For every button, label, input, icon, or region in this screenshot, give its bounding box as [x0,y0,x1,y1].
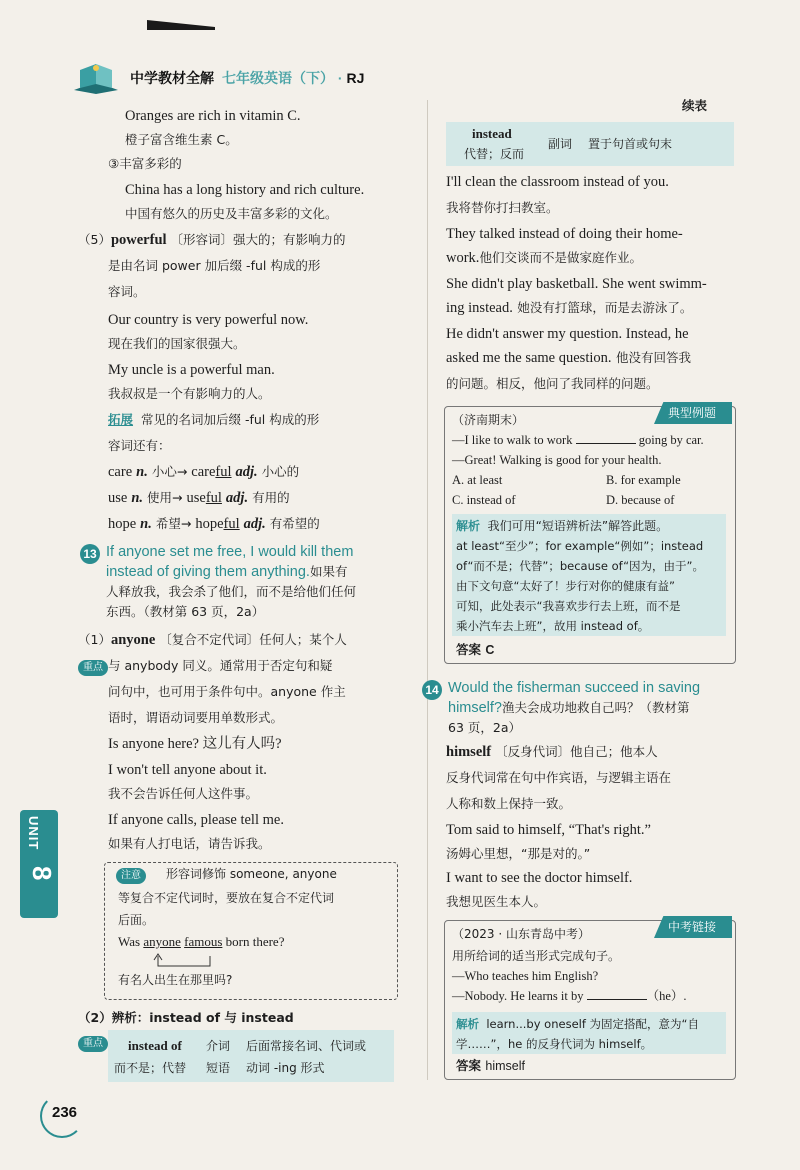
note-text: 后面。 [118,913,155,927]
section-14-sentence: Would the fisherman succeed in saving [448,680,701,696]
exam-question: —Who teaches him English? [452,969,599,983]
analysis-line: of“而不是；代替”；because of“因为，由于”。 [456,559,704,573]
definition-line: 与 anybody 同义。通常用于否定句和疑 [108,658,333,673]
example-line: asked me the same question. 他没有回答我 [446,350,691,366]
example-translation: 我叔叔是一个有影响力的人。 [108,386,271,401]
example-translation: 中国有悠久的历史及丰富多彩的文化。 [125,206,338,221]
exam-analysis-line: 学……”，he 的反身代词为 himself。 [456,1037,653,1051]
page-number: 236 [52,1104,78,1121]
definition-line: 人称和数上保持一致。 [446,796,572,811]
example-sentence: I want to see the doctor himself. [446,870,633,886]
question-source: （济南期末） [452,413,525,427]
example-sentence: China has a long history and rich culture. [125,182,365,198]
continued-label: 续表 [682,98,708,113]
example-sentence: I'll clean the classroom instead of you. [446,174,669,190]
note-arrow-icon [150,952,230,972]
analysis-line: 乘小汽车去上班”，故用 instead of。 [456,619,650,633]
analysis-line: 解析 我们可用“短语辨析法”解答此题。 [456,519,669,533]
example-line: ing instead. 她没有打篮球，而是去游泳了。 [446,300,693,316]
section-14-line2: himself?渔夫会成功地救自己吗？（教材第 [448,700,690,716]
exam-instruction: 用所给词的适当形式完成句子。 [452,949,621,963]
table-word: instead [472,126,512,141]
headword: powerful [110,232,167,248]
example-sentence: If anyone calls, please tell me. [108,812,284,828]
comparison-title: （2）辨析：instead of 与 instead [78,1010,294,1025]
question-line: —Great! Walking is good for your health. [452,453,662,467]
example-translation: 我不会告诉任何人这件事。 [108,786,259,801]
word-derivation-hope: hope n. 希望→ hopeful adj. 有希望的 [108,516,320,532]
table-meaning: 而不是；代替 [114,1061,187,1075]
example-line: work.他们交谈而不是做家庭作业。 [446,250,642,266]
column-divider [427,100,428,1080]
book-title: 中学教材全解 [130,70,214,86]
table-meaning: 代替；反而 [464,147,525,161]
unit-number: 8 [27,866,57,881]
exam-answer-line: 答案 himself [456,1058,525,1073]
analysis-line: at least“至少”；for example“例如”；instead [456,539,704,553]
section-13-sentence: If anyone set me free, I would kill them [106,544,354,560]
note-text: 形容词修饰 someone, anyone [166,867,337,881]
example-translation: 的问题。相反，他问了我同样的问题。 [446,376,659,391]
exam-analysis-line: 解析 learn...by oneself 为固定搭配，意为“自 [456,1017,699,1031]
table-pos: 副词 [548,137,573,151]
answer-value: C [485,643,495,657]
exam-link-label: 中考链接 [668,920,717,934]
definition-line: 反身代词常在句中作宾语，与逻辑主语在 [446,770,672,785]
option-a: A. at least [452,473,503,487]
table-usage: 置于句首或句末 [588,137,673,151]
powerful-entry [78,230,346,250]
word-derivation-care: care n. 小心→ careful adj. 小心的 [108,464,300,480]
extension-label: 拓展 [108,412,134,427]
example-sentence: Our country is very powerful now. [108,312,309,328]
himself-entry: himself 〔反身代词〕他自己；他本人 [446,744,658,760]
option-c: C. instead of [452,493,516,507]
definition: 〔形容词〕强大的；有影响力的 [170,232,346,247]
example-translation: 如果有人打电话，请告诉我。 [108,836,271,851]
example-sentence: He didn't answer my question. Instead, he [446,326,689,342]
option-d: D. because of [606,493,675,507]
table-usage: 后面常接名词、代词或 [246,1039,367,1053]
definition-line: 语时，谓语动词要用单数形式。 [108,710,284,725]
section-13-number: 13 [80,544,100,564]
definition-line: 问句中，也可用于条件句中。anyone 作主 [108,684,346,699]
example-translation: 我将替你打扫教室。 [446,200,559,215]
extension-line: 容词还有： [108,438,171,453]
definition-line: 容词。 [108,284,146,299]
exam-question: —Nobody. He learns it by （he）. [452,989,687,1003]
extension-line [108,410,319,430]
table-pos: 短语 [206,1061,231,1075]
example-sentence: Is anyone here? 这儿有人吗? [108,736,282,752]
section-14-number: 14 [422,680,442,700]
unit-label: UNIT [26,816,41,851]
note-example: Was anyone famous born there? [118,934,285,949]
section-13-translation: 人释放我，我会杀了他们，而不是给他们任何 [106,584,357,599]
table-usage: 动词 -ing 形式 [246,1061,325,1075]
exam-answer-value: himself [485,1059,525,1073]
meaning-number: ③ [108,156,120,171]
answer-line: 答案 C [456,642,495,657]
table-word: instead of [128,1038,182,1053]
example-translation: 汤姆心里想，“那是对的。” [446,846,591,861]
example-translation: 我想见医生本人。 [446,894,547,909]
headword: anyone [110,632,156,648]
note-text: 等复合不定代词时，要放在复合不定代词 [118,891,335,905]
meaning-3 [108,154,182,174]
header-title [130,68,364,88]
example-sentence: They talked instead of doing their home- [446,226,683,242]
example-sentence: I won't tell anyone about it. [108,762,267,778]
meaning-text: 丰富多彩的 [119,156,182,171]
example-sentence: Oranges are rich in vitamin C. [125,108,301,124]
example-translation: 橙子富含维生素 C。 [125,132,238,147]
analysis-line: 由下文句意“太好了！步行对你的健康有益” [456,579,675,593]
answer-blank [576,431,636,444]
headword: himself [446,744,492,760]
extension-text: 常见的名词加后缀 -ful 构成的形 [140,412,320,427]
note-label: 注意 [116,868,146,884]
analysis-line: 可知，此处表示“我喜欢步行去上班，而不是 [456,599,681,613]
section-13-line2: instead of giving them anything.如果有 [106,564,348,580]
section-13-source: 东西。（教材第 63 页，2a） [106,604,265,619]
header-dot: · [337,70,343,86]
page-header [70,60,410,96]
key-point-tag: 重点 [78,660,108,676]
grade-label: 七年级英语（下） [222,70,334,86]
key-point-tag: 重点 [78,1036,108,1052]
book-logo-icon [70,60,122,96]
example-sentence: She didn't play basketball. She went swimm- [446,276,707,292]
exam-source: （2023 · 山东青岛中考） [452,927,590,941]
answer-blank [587,987,647,1000]
example-translation: 现在我们的国家很强大。 [108,336,246,351]
note-translation: 有名人出生在那里吗? [118,973,233,987]
typical-example-label: 典型例题 [668,406,717,420]
top-edge-bar [147,20,215,30]
definition-line: 是由名词 power 加后缀 -ful 构成的形 [108,258,321,273]
word-derivation-use: use n. 使用→ useful adj. 有用的 [108,490,290,506]
example-sentence: Tom said to himself, “That's right.” [446,822,651,838]
item-number: （5） [78,232,111,247]
question-line: —I like to walk to work going by car. [452,433,704,447]
example-sentence: My uncle is a powerful man. [108,362,275,378]
unit-tab [20,810,58,918]
option-b: B. for example [606,473,681,487]
table-pos: 介词 [206,1039,231,1053]
section-14-source: 63 页，2a） [448,720,521,735]
anyone-entry: （1）anyone 〔复合不定代词〕任何人；某个人 [78,632,347,648]
edition-label: RJ [346,70,365,86]
